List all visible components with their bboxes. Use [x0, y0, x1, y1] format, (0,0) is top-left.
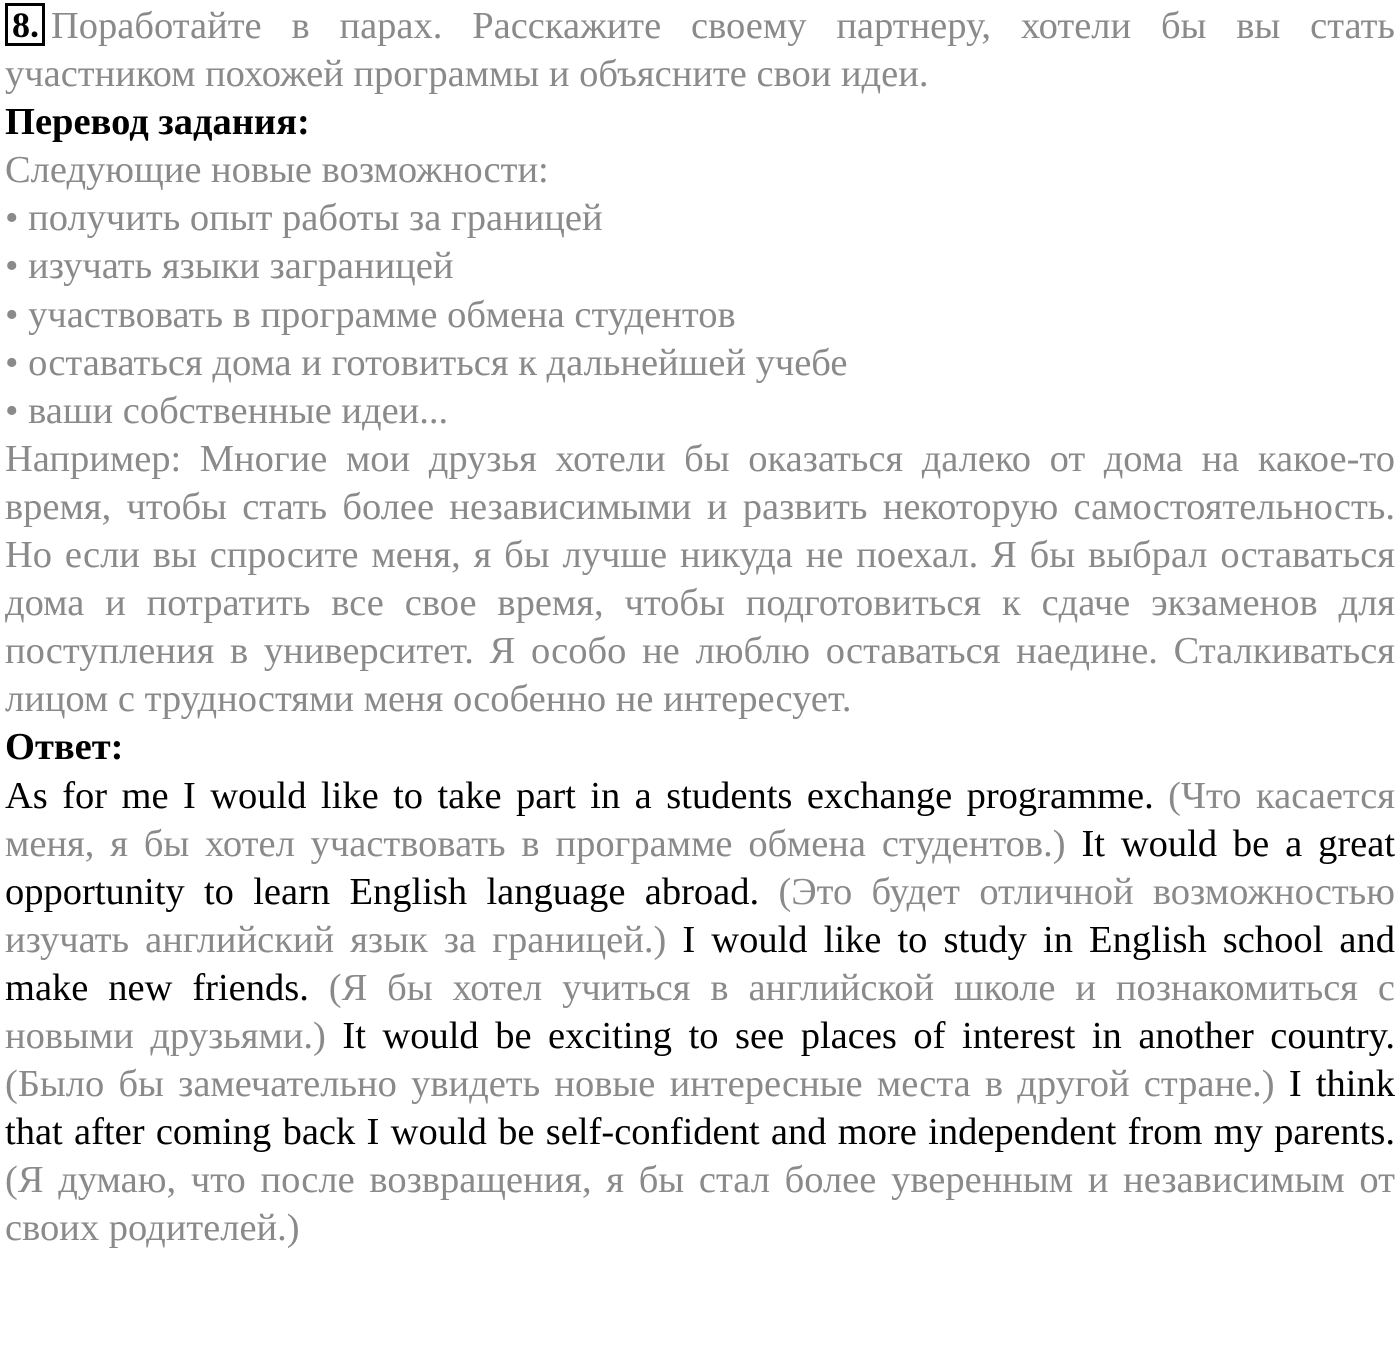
- answer-sentence-ru: (Это будет отличной возможностью изучать английский язык за границей.): [5, 870, 1396, 961]
- answer-sentence-en: I think that after coming back I would be self-confident and more independent from my parents.: [5, 1063, 1395, 1154]
- list-item: • участвовать в программе обмена студентов: [5, 293, 736, 336]
- answer-sentence-en: I would like to study in English school and make new friends.: [5, 918, 1395, 1009]
- list-item: • оставаться дома и готовиться к дальнейшей учебе: [5, 341, 848, 384]
- task-number-badge: 8.: [5, 3, 45, 46]
- options-intro: Следующие новые возможности:: [5, 149, 549, 192]
- answer-sentence-ru: (Я думаю, что после возвращения, я бы стал более уверенным и независимым от своих родителей.): [5, 1159, 1395, 1250]
- answer-paragraph: [5, 772, 1395, 1253]
- answer-sentence-en: It would be exciting to see places of interest in another country.: [342, 1014, 1396, 1057]
- task-text: Поработайте в парах. Расскажите своему партнеру, хотели бы вы стать участником похожей программы и объясните свои идеи.: [5, 5, 1395, 96]
- example-paragraph: Например: Многие мои друзья хотели бы оказаться далеко от дома на какое-то время, чтобы стать более независимыми и развить некоторую самостоятельность. Но если вы спросите меня, я бы лучше никуда не поехал. Я бы выбрал оставаться дома и потратить все свое время, чтобы подготовиться к сдаче экзаменов для поступления в университет. Я особо не люблю оставаться наедине. Сталкиваться лицом с трудностями меня особенно не интересует.: [5, 437, 1395, 721]
- answer-sentence-ru: (Было бы замечательно увидеть новые интересные места в другой стране.): [5, 1063, 1275, 1106]
- answer-sentence-en: As for me I would like to take part in a students exchange programme.: [5, 774, 1154, 817]
- answer-sentence-ru: (Я бы хотел учиться в английской школе и познакомиться с новыми друзьями.): [5, 966, 1395, 1057]
- list-item: • ваши собственные идеи...: [5, 389, 449, 432]
- answer-sentence-en: It would be a great opportunity to learn English language abroad.: [5, 822, 1396, 913]
- options-list: [5, 194, 1395, 434]
- list-item: • изучать языки заграницей: [5, 245, 454, 288]
- answer-sentence-ru: (Что касается меня, я бы хотел участвовать в программе обмена студентов.): [5, 774, 1396, 865]
- document-page: [5, 2, 1395, 1252]
- list-item: • получить опыт работы за границей: [5, 197, 603, 240]
- task-paragraph: [5, 2, 1395, 98]
- translation-heading: Перевод задания:: [5, 101, 310, 144]
- answer-heading: Ответ:: [5, 726, 124, 769]
